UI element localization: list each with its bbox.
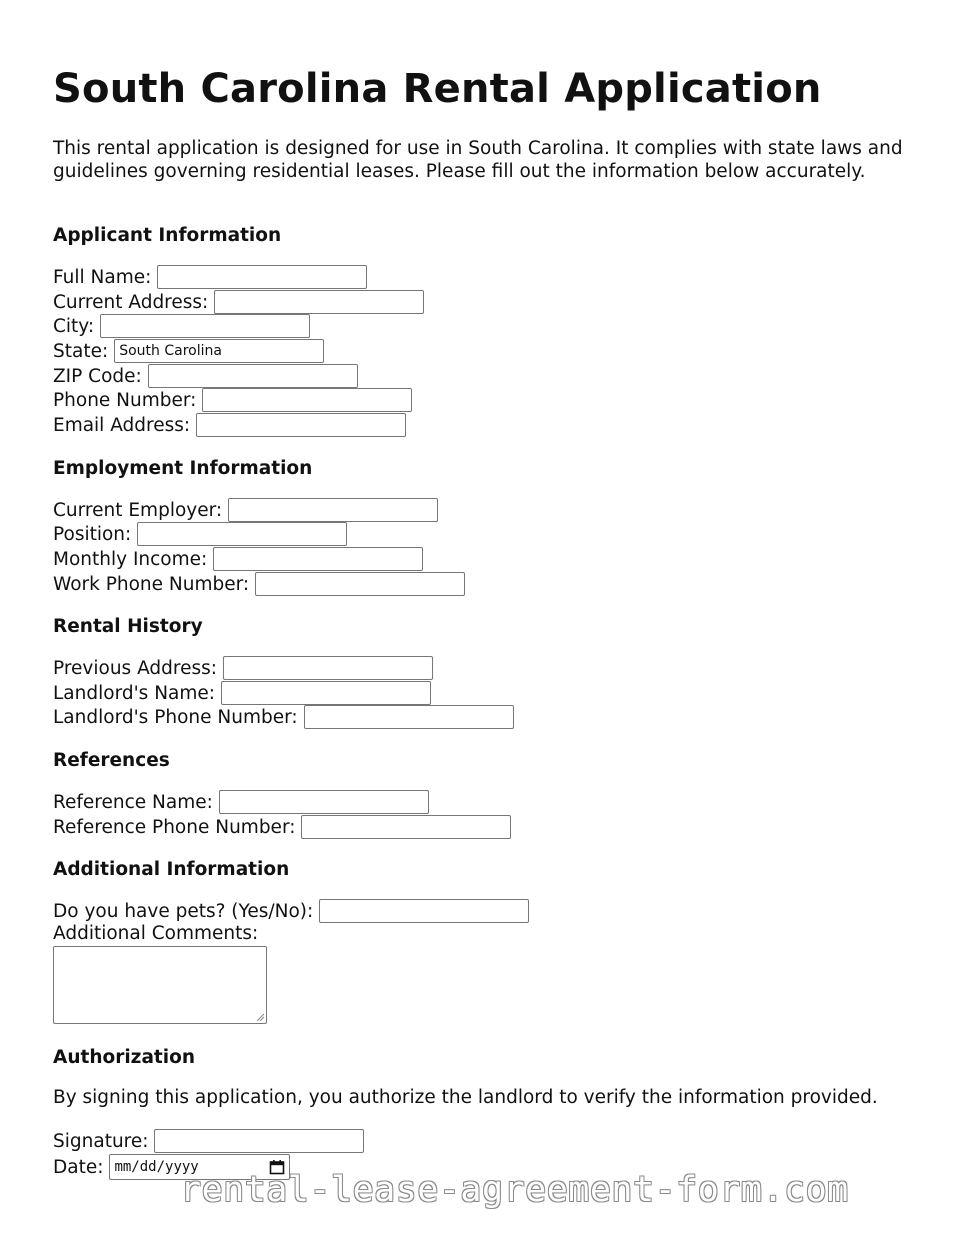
state-label: State:: [53, 340, 109, 362]
income-input[interactable]: [213, 547, 423, 571]
comments-textarea[interactable]: [53, 946, 267, 1024]
reference-phone-row: [53, 815, 511, 839]
zip-input[interactable]: [148, 364, 358, 388]
additional-heading: Additional Information: [53, 859, 290, 880]
full-name-input[interactable]: [157, 265, 367, 289]
reference-phone-label: Reference Phone Number:: [53, 816, 296, 838]
email-input[interactable]: [196, 413, 406, 437]
page-title: South Carolina Rental Application: [53, 66, 822, 112]
previous-address-row: [53, 656, 433, 680]
reference-name-row: [53, 790, 429, 814]
landlord-name-label: Landlord's Name:: [53, 682, 216, 704]
reference-name-input[interactable]: [219, 790, 429, 814]
pets-row: [53, 899, 529, 923]
full-name-label: Full Name:: [53, 266, 152, 288]
comments-label: Additional Comments:: [53, 923, 259, 944]
employer-label: Current Employer:: [53, 499, 223, 521]
state-row: [53, 339, 324, 363]
previous-address-label: Previous Address:: [53, 657, 217, 679]
reference-phone-input[interactable]: [301, 815, 511, 839]
phone-input[interactable]: [202, 388, 412, 412]
position-input[interactable]: [137, 522, 347, 546]
work-phone-label: Work Phone Number:: [53, 573, 250, 595]
income-label: Monthly Income:: [53, 548, 208, 570]
employer-row: [53, 498, 438, 522]
city-row: [53, 314, 310, 338]
email-row: [53, 413, 406, 437]
zip-row: [53, 364, 358, 388]
state-input[interactable]: South Carolina: [114, 339, 324, 363]
current-address-input[interactable]: [214, 290, 424, 314]
position-row: [53, 522, 347, 546]
zip-label: ZIP Code:: [53, 365, 142, 387]
landlord-phone-label: Landlord's Phone Number:: [53, 706, 298, 728]
employer-input[interactable]: [228, 498, 438, 522]
landlord-name-row: [53, 681, 431, 705]
employment-heading: Employment Information: [53, 458, 313, 479]
current-address-label: Current Address:: [53, 291, 209, 313]
city-label: City:: [53, 315, 95, 337]
city-input[interactable]: [100, 314, 310, 338]
phone-label: Phone Number:: [53, 389, 197, 411]
previous-address-input[interactable]: [223, 656, 433, 680]
landlord-name-input[interactable]: [221, 681, 431, 705]
authorization-heading: Authorization: [53, 1047, 195, 1068]
work-phone-row: [53, 572, 465, 596]
date-placeholder: mm/dd/yyyy: [114, 1159, 199, 1175]
pets-label: Do you have pets? (Yes/No):: [53, 900, 314, 922]
landlord-phone-input[interactable]: [304, 705, 514, 729]
full-name-row: [53, 265, 367, 289]
rental-history-heading: Rental History: [53, 616, 203, 637]
resize-grip-icon[interactable]: [256, 1013, 264, 1021]
current-address-row: [53, 290, 424, 314]
work-phone-input[interactable]: [255, 572, 465, 596]
pets-input[interactable]: [319, 899, 529, 923]
authorization-text: By signing this application, you authorize the landlord to verify the information provided.: [53, 1087, 878, 1108]
phone-row: [53, 388, 412, 412]
signature-input[interactable]: [154, 1129, 364, 1153]
date-label: Date:: [53, 1156, 104, 1178]
intro-text: This rental application is designed for use in South Carolina. It complies with state laws and guidelines governing residential leases. Please fill out the information below accurately.: [53, 138, 903, 182]
watermark: rental-lease-agreement-form.com: [180, 1170, 849, 1210]
income-row: [53, 547, 423, 571]
email-label: Email Address:: [53, 414, 191, 436]
references-heading: References: [53, 750, 170, 771]
landlord-phone-row: [53, 705, 514, 729]
position-label: Position:: [53, 523, 132, 545]
signature-row: [53, 1129, 364, 1153]
signature-label: Signature:: [53, 1130, 149, 1152]
applicant-heading: Applicant Information: [53, 225, 282, 246]
reference-name-label: Reference Name:: [53, 791, 213, 813]
